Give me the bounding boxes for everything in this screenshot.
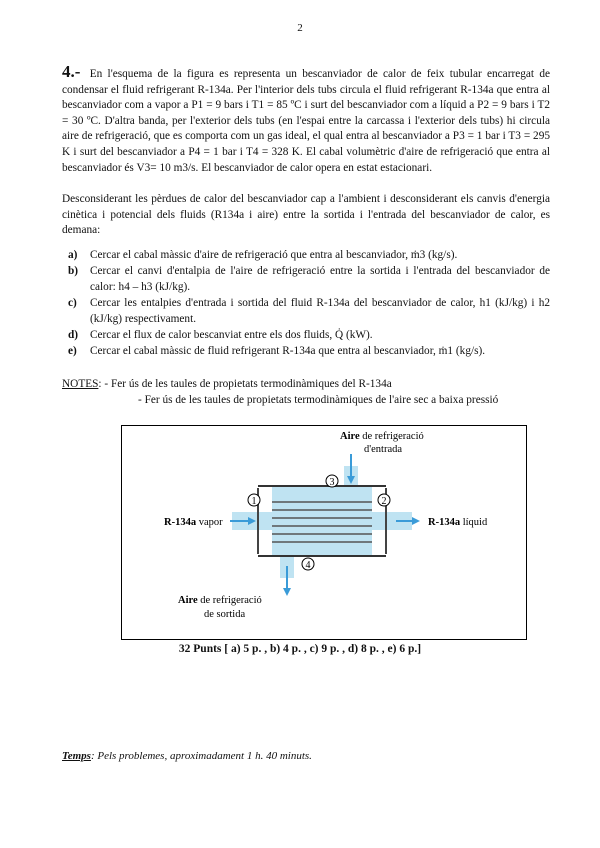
air-inlet-label-2: d'entrada	[364, 444, 403, 455]
list-item: c) Cercar les entalpies d'entrada i sortida del fluid R-134a del bescanviador de calor, h1 (kJ/kg) i h2 (kJ/kg) respectivament.	[68, 297, 550, 325]
points-summary: 32 Punts [ a) 5 p. , b) 4 p. , c) 9 p. , d) 8 p. , e) 6 p.]	[178, 643, 422, 655]
station-1-label: 1	[251, 496, 257, 507]
shell	[272, 486, 372, 556]
problem-number: 4.-	[62, 62, 81, 81]
station-3-label: 3	[329, 477, 335, 488]
notes: NOTES: - Fer ús de les taules de propietats termodinàmiques del R-134a - Fer ús de les taules de propietats termodinàmiques de l'aire sec a baixa pressió	[62, 378, 499, 406]
list-item: b) Cercar el canvi d'entalpia de l'aire de refrigeració entre la sortida i l'entrada del bescanviador de calor: h4 – h3 (kJ/kg).	[68, 265, 550, 293]
air-outlet-label-2: de sortida	[204, 609, 246, 620]
diagram-svg	[122, 426, 526, 639]
page-number: 2	[297, 22, 303, 34]
list-item: e) Cercar el cabal màssic de fluid refrigerant R-134a que entra al bescanviador, ṁ1 (kg/s).	[68, 345, 486, 358]
problem-text-2: Desconsiderant les pèrdues de calor del bescanviador cap a l'ambient i desconsiderant els canvis d'energia cinètica i potencial dels fluids (R134a i aire) entre la sortida i l'entrada del bescanviador de calor, es demana:	[62, 193, 550, 237]
air-inlet-label: Aire de refrigeració	[340, 431, 424, 442]
problem-text: En l'esquema de la figura es representa un bescanviador de calor de feix tubular encarregat de condensar el fluid refrigerant R-134a. Per l'interior dels tubs circula el fluid refrigerant R-134a que entra al bescanviador com a vapor a P1 = 9 bars i T1 = 85 ºC i surt del bescanviador com a líquid a P2 = 9 bars i T2 = 30 ºC. D'altra banda, per l'exterior dels tubs (en l'espai entre la carcassa i l'exterior dels tubs) hi circula aire de refrigeració, que es comporta com un gas ideal, el qual entra al bescanviador a P3 = 1 bar i T3 = 295 K i surt del bescanviador a P4 = 1 bar i T4 = 328 K. El cabal volumètric d'aire de refrigeració que entra al bescanviador és V3= 10 m3/s. El bescanviador de calor opera en estat estacionari.	[62, 68, 550, 174]
footer-note: Temps: Pels problemes, aproximadament 1 h. 40 minuts.	[62, 750, 312, 762]
question-list	[62, 248, 550, 361]
list-item: d) Cercar el flux de calor bescanviat entre els dos fluids, Q̇ (kW).	[68, 329, 373, 342]
problem-statement	[62, 64, 550, 176]
station-4-label: 4	[305, 560, 311, 571]
r134a-liquid-label: R-134a líquid	[428, 517, 488, 528]
heat-exchanger-diagram	[121, 425, 527, 640]
list-item: a) Cercar el cabal màssic d'aire de refrigeració que entra al bescanviador, ṁ3 (kg/s).	[68, 249, 458, 261]
station-2-label: 2	[381, 496, 387, 507]
r134a-vapor-label: R-134a vapor	[164, 517, 223, 528]
air-outlet-label: Aire de refrigeració	[178, 595, 262, 606]
